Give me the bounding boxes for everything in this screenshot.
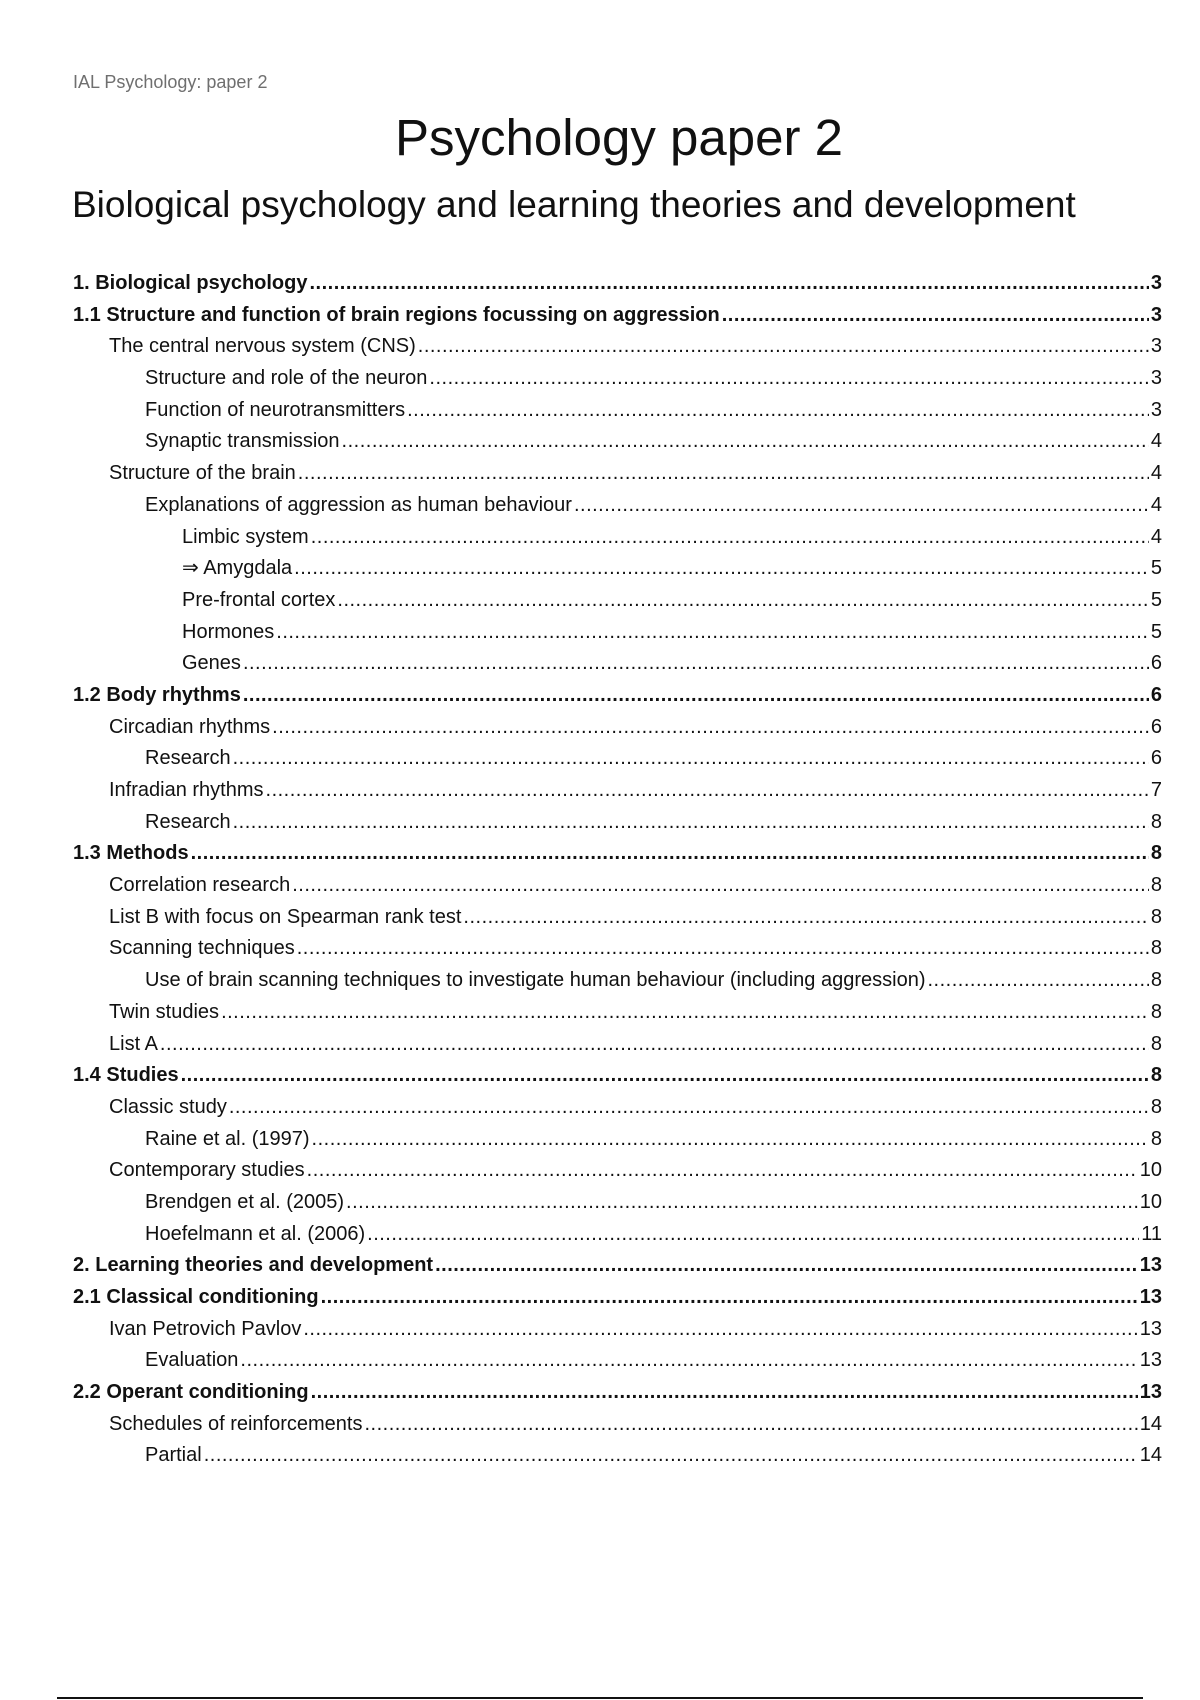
toc-page-number: 5 — [1150, 588, 1162, 611]
toc-dot-leader — [181, 1060, 1149, 1092]
toc-entry-label: The central nervous system (CNS) — [109, 335, 416, 358]
toc-page-number: 6 — [1150, 683, 1162, 706]
toc-entry-label: Function of neurotransmitters — [145, 398, 406, 421]
toc-entry-label: Classic study — [109, 1095, 227, 1118]
toc-entry-label: Use of brain scanning techniques to investigate human behaviour (including aggression) — [145, 969, 926, 992]
toc-page-number: 3 — [1150, 272, 1162, 294]
toc-entry-label: List A — [109, 1032, 158, 1055]
toc-page-number: 13 — [1139, 1349, 1162, 1372]
toc-dot-leader — [574, 490, 1149, 522]
toc-page-number: 8 — [1150, 1032, 1162, 1055]
toc-entry-label: Scanning techniques — [109, 937, 295, 960]
toc-entry[interactable] — [73, 1440, 1162, 1472]
toc-page-number: 8 — [1150, 1064, 1162, 1087]
toc-entry-label: Evaluation — [145, 1349, 239, 1372]
toc-page-number: 4 — [1150, 430, 1162, 453]
toc-page-number: 14 — [1139, 1444, 1162, 1467]
toc-page-number: 10 — [1139, 1159, 1162, 1182]
toc-dot-leader — [364, 1409, 1137, 1441]
toc-entry[interactable] — [73, 1155, 1162, 1187]
toc-page-number: 7 — [1150, 779, 1162, 801]
toc-page-number: 14 — [1139, 1412, 1162, 1435]
toc-entry-label: List B with focus on Spearman rank test — [109, 905, 462, 928]
toc-page-number: 6 — [1150, 747, 1162, 770]
toc-dot-leader — [221, 997, 1149, 1029]
page-title: Psychology paper 2 — [395, 109, 843, 166]
toc-entry-label: Contemporary studies — [109, 1159, 305, 1182]
toc-page-number: 6 — [1150, 652, 1162, 675]
toc-entry-label: Hoefelmann et al. (2006) — [145, 1222, 366, 1245]
toc-entry[interactable] — [73, 838, 1162, 870]
toc-entry[interactable] — [73, 1060, 1162, 1092]
toc-page-number: 8 — [1150, 1095, 1162, 1118]
running-header: IAL Psychology: paper 2 — [73, 72, 268, 92]
toc-dot-leader — [311, 1377, 1138, 1409]
toc-dot-leader — [233, 807, 1149, 839]
toc-dot-leader — [204, 1440, 1138, 1472]
toc-entry[interactable] — [73, 1124, 1162, 1156]
toc-dot-leader — [243, 680, 1149, 712]
toc-page-number: 8 — [1150, 937, 1162, 960]
toc-page-number: 3 — [1150, 303, 1162, 326]
toc-entry-label: 2. Learning theories and development — [73, 1254, 434, 1277]
toc-dot-leader — [429, 363, 1148, 395]
toc-dot-leader — [298, 458, 1149, 490]
toc-entry[interactable] — [73, 648, 1162, 680]
toc-entry[interactable] — [73, 300, 1162, 332]
toc-page-number: 3 — [1150, 367, 1162, 390]
toc-entry-label: Synaptic transmission — [145, 430, 340, 453]
toc-entry-label: Structure of the brain — [109, 462, 296, 485]
toc-dot-leader — [240, 1345, 1137, 1377]
toc-entry[interactable] — [73, 775, 1162, 807]
toc-entry-label: 2.1 Classical conditioning — [73, 1286, 319, 1308]
toc-dot-leader — [294, 553, 1149, 585]
toc-page-number: 13 — [1139, 1286, 1162, 1308]
toc-entry-label: 1.3 Methods — [73, 842, 189, 865]
toc-page-number: 8 — [1150, 810, 1162, 833]
toc-dot-leader — [321, 1282, 1138, 1314]
toc-page-number: 5 — [1150, 557, 1162, 580]
toc-dot-leader — [927, 965, 1148, 997]
toc-entry-label: Raine et al. (1997) — [145, 1127, 310, 1150]
toc-dot-leader — [229, 1092, 1149, 1124]
toc-entry[interactable] — [73, 458, 1162, 490]
toc-entry[interactable] — [73, 1282, 1162, 1314]
toc-entry[interactable] — [73, 680, 1162, 712]
toc-entry[interactable] — [73, 712, 1162, 744]
toc-entry-label: 2.2 Operant conditioning — [73, 1381, 309, 1404]
toc-entry-label: Circadian rhythms — [109, 715, 271, 738]
toc-dot-leader — [297, 933, 1149, 965]
toc-dot-leader — [346, 1187, 1138, 1219]
toc-page-number: 13 — [1139, 1254, 1162, 1277]
toc-entry[interactable] — [73, 585, 1162, 617]
toc-dot-leader — [272, 712, 1149, 744]
toc-entry-label: Genes — [182, 652, 241, 675]
toc-page-number: 3 — [1150, 335, 1162, 358]
toc-entry[interactable] — [73, 1377, 1162, 1409]
toc-page-number: 4 — [1150, 525, 1162, 548]
toc-entry[interactable] — [73, 1029, 1162, 1061]
toc-entry-label: Partial — [145, 1444, 202, 1467]
toc-page-number: 13 — [1139, 1381, 1162, 1404]
toc-entry[interactable] — [73, 997, 1162, 1029]
toc-entry-label: Brendgen et al. (2005) — [145, 1190, 345, 1213]
page-subtitle: Biological psychology and learning theories and development — [72, 184, 1076, 225]
toc-entry-label: Correlation research — [109, 874, 291, 897]
toc-entry[interactable] — [73, 743, 1162, 775]
toc-dot-leader — [292, 870, 1149, 902]
toc-dot-leader — [311, 522, 1149, 554]
toc-entry[interactable] — [73, 490, 1162, 522]
toc-entry[interactable] — [73, 522, 1162, 554]
toc-entry[interactable] — [73, 965, 1162, 997]
toc-entry[interactable] — [73, 1314, 1162, 1346]
toc-entry-label: 1.2 Body rhythms — [73, 683, 241, 706]
toc-dot-leader — [463, 902, 1148, 934]
toc-page-number: 8 — [1150, 874, 1162, 897]
toc-page-number: 3 — [1150, 398, 1162, 421]
toc-entry[interactable] — [73, 933, 1162, 965]
toc-entry[interactable] — [73, 902, 1162, 934]
toc-entry-label: Structure and role of the neuron — [145, 367, 428, 390]
toc-entry[interactable] — [73, 807, 1162, 839]
toc-page-number: 8 — [1150, 905, 1162, 928]
toc-entry-label: Research — [145, 810, 231, 833]
toc-page-number: 8 — [1150, 1000, 1162, 1023]
toc-entry-label: Pre-frontal cortex — [182, 588, 336, 611]
toc-entry[interactable] — [73, 1092, 1162, 1124]
toc-dot-leader — [418, 331, 1149, 363]
toc-entry[interactable] — [73, 395, 1162, 427]
toc-entry[interactable] — [73, 1187, 1162, 1219]
toc-entry-label: Twin studies — [109, 1000, 220, 1023]
table-of-contents — [73, 268, 1162, 1472]
toc-entry[interactable] — [73, 870, 1162, 902]
toc-page-number: 8 — [1150, 842, 1162, 865]
toc-dot-leader — [342, 426, 1149, 458]
toc-page-number: 8 — [1150, 1127, 1162, 1150]
toc-page-number: 11 — [1141, 1222, 1162, 1245]
toc-entry[interactable] — [73, 363, 1162, 395]
toc-dot-leader — [337, 585, 1148, 617]
toc-entry[interactable] — [73, 331, 1162, 363]
toc-page-number: 8 — [1150, 969, 1162, 992]
toc-entry-label: 1.1 Structure and function of brain regions focussing on aggression — [73, 303, 720, 326]
toc-page-number: 5 — [1150, 620, 1162, 643]
toc-dot-leader — [407, 395, 1149, 427]
toc-entry-label: 1. Biological psychology — [73, 272, 308, 294]
footer-divider — [57, 1697, 1143, 1699]
toc-dot-leader — [307, 1155, 1138, 1187]
toc-dot-leader — [435, 1250, 1138, 1282]
toc-entry[interactable] — [73, 617, 1162, 649]
toc-entry-label: Explanations of aggression as human behaviour — [145, 493, 572, 516]
toc-dot-leader — [160, 1029, 1149, 1061]
toc-dot-leader — [276, 617, 1149, 649]
toc-entry[interactable] — [73, 553, 1162, 585]
toc-dot-leader — [367, 1219, 1139, 1251]
toc-entry[interactable] — [73, 1409, 1162, 1441]
toc-dot-leader — [233, 743, 1149, 775]
toc-entry[interactable] — [73, 1345, 1162, 1377]
toc-dot-leader — [722, 300, 1149, 332]
toc-entry-label: 1.4 Studies — [73, 1064, 179, 1087]
toc-page-number: 6 — [1150, 715, 1162, 738]
toc-entry[interactable] — [73, 1219, 1162, 1251]
toc-dot-leader — [310, 268, 1149, 300]
toc-dot-leader — [266, 775, 1149, 807]
toc-page-number: 13 — [1139, 1317, 1162, 1340]
toc-entry-label: Research — [145, 747, 231, 770]
toc-entry-label: Infradian rhythms — [109, 779, 264, 801]
toc-entry[interactable] — [73, 1250, 1162, 1282]
toc-entry-label: Schedules of reinforcements — [109, 1412, 363, 1435]
toc-entry-label: Ivan Petrovich Pavlov — [109, 1317, 302, 1340]
toc-dot-leader — [191, 838, 1149, 870]
toc-entry-label: ⇒ Amygdala — [182, 557, 293, 580]
toc-dot-leader — [312, 1124, 1149, 1156]
toc-entry[interactable] — [73, 426, 1162, 458]
toc-page-number: 10 — [1139, 1190, 1162, 1213]
toc-entry-label: Limbic system — [182, 525, 309, 548]
toc-page-number: 4 — [1150, 493, 1162, 516]
toc-entry-label: Hormones — [182, 620, 275, 643]
toc-dot-leader — [243, 648, 1149, 680]
toc-dot-leader — [303, 1314, 1137, 1346]
toc-page-number: 4 — [1150, 462, 1162, 485]
toc-entry[interactable] — [73, 268, 1162, 300]
